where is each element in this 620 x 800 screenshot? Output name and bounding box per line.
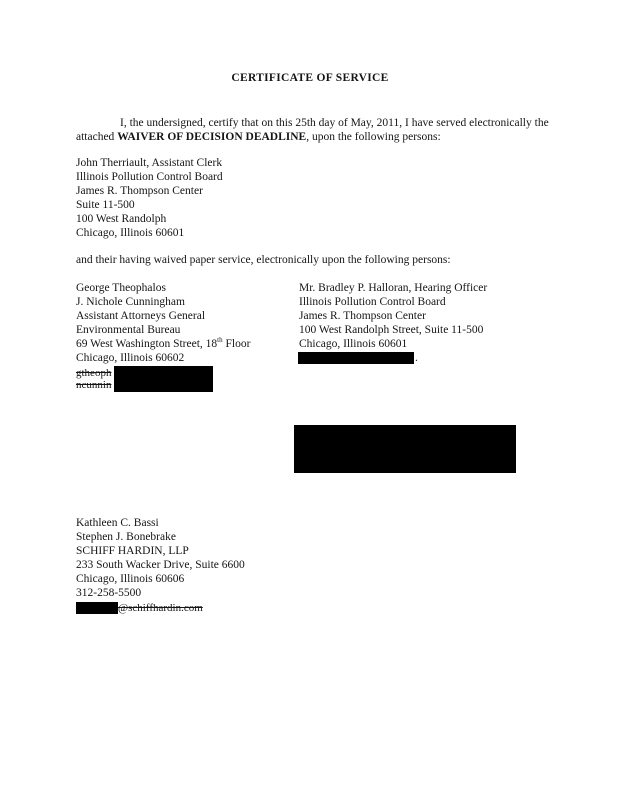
address-line: Mr. Bradley P. Halloran, Hearing Officer (299, 282, 488, 294)
address-line: J. Nichole Cunningham (76, 296, 185, 308)
address-line: 100 West Randolph (76, 213, 167, 225)
intro-text-part2: , upon the following persons: (306, 131, 441, 143)
left-email-fragment-1: gtheoph (76, 367, 112, 379)
certificate-title: CERTIFICATE OF SERVICE (231, 72, 389, 84)
address-line-street: 69 West Washington Street, 18th Floor (76, 336, 251, 350)
address-line: James R. Thompson Center (299, 310, 426, 322)
left-recipient-address (76, 281, 250, 365)
address-line: James R. Thompson Center (76, 185, 203, 197)
redaction-box-signature (294, 425, 516, 473)
address-line: Suite 11-500 (76, 199, 135, 211)
address-line: Chicago, Illinois 60601 (299, 338, 408, 350)
address-line: Chicago, Illinois 60601 (76, 227, 185, 239)
address-line: Chicago, Illinois 60606 (76, 573, 185, 585)
waived-service-line: and their having waived paper service, electronically upon the following persons: (76, 254, 451, 266)
sender-address (76, 516, 245, 600)
redaction-box (298, 352, 414, 364)
address-line: Assistant Attorneys General (76, 310, 206, 322)
address-line: Chicago, Illinois 60602 (76, 352, 185, 364)
address-line: Illinois Pollution Control Board (76, 171, 223, 183)
address-line: George Theophalos (76, 282, 166, 294)
sender-email-fragment: @schiffhardin.com (118, 602, 203, 614)
address-line: 100 West Randolph Street, Suite 11-500 (299, 324, 484, 336)
document-name: WAIVER OF DECISION DEADLINE (117, 131, 307, 143)
address-line: SCHIFF HARDIN, LLP (76, 545, 189, 557)
intro-text-part1: I, the undersigned, certify that on this 25th day of May, 2011, I have served electronically the attached (76, 117, 549, 143)
address-line: Kathleen C. Bassi (76, 517, 159, 529)
redaction-box (76, 602, 118, 614)
right-email-tail: . (415, 352, 418, 364)
address-line: Stephen J. Bonebrake (76, 531, 176, 543)
first-recipient-address (76, 156, 223, 240)
redaction-box (114, 366, 213, 392)
address-line: 312-258-5500 (76, 587, 142, 599)
address-line: Illinois Pollution Control Board (299, 296, 446, 308)
address-line: 233 South Wacker Drive, Suite 6600 (76, 559, 245, 571)
right-recipient-address (299, 281, 487, 351)
address-line: Environmental Bureau (76, 324, 181, 336)
address-line: John Therriault, Assistant Clerk (76, 157, 223, 169)
left-email-fragment-2: ncunnin (76, 379, 112, 391)
intro-paragraph (76, 116, 556, 144)
